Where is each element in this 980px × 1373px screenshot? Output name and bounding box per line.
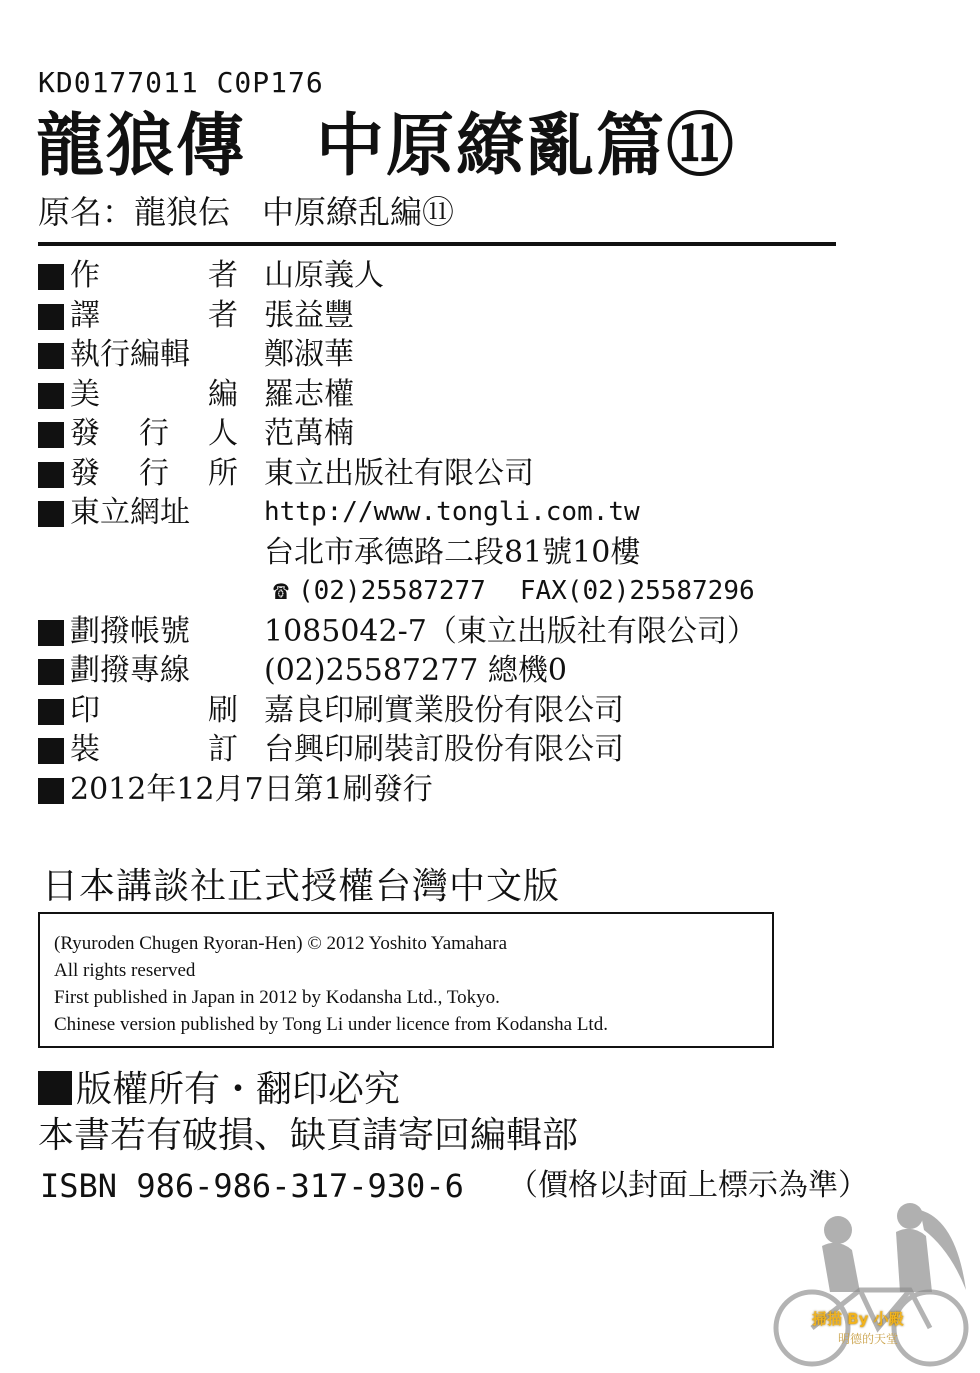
credit-label-part: 人 bbox=[208, 416, 238, 451]
credit-label bbox=[70, 375, 238, 415]
credit-label bbox=[70, 414, 238, 454]
credits-block bbox=[38, 256, 838, 810]
credit-row bbox=[38, 414, 838, 454]
bullet-square bbox=[38, 343, 64, 369]
credit-label-part: 東立網址 bbox=[70, 495, 190, 530]
credit-row bbox=[38, 730, 838, 770]
bullet-square bbox=[38, 383, 64, 409]
publish-date: 2012年12月7日第1刷發行 bbox=[70, 771, 433, 807]
credit-row bbox=[38, 651, 838, 691]
phone-row bbox=[38, 572, 838, 612]
credit-label bbox=[70, 612, 238, 652]
credit-label-part: 發 bbox=[70, 416, 100, 451]
copyright-line: First published in Japan in 2012 by Kodansha Ltd., Tokyo. bbox=[54, 987, 500, 1008]
bullet-square bbox=[38, 738, 64, 764]
rights-line bbox=[38, 1068, 400, 1112]
bullet-square bbox=[38, 778, 64, 804]
bullet-square bbox=[38, 699, 64, 725]
copyright-line: (Ryuroden Chugen Ryoran-Hen) © 2012 Yoshito Yamahara bbox=[54, 933, 508, 954]
catalog-code: KD0177011 C0P176 bbox=[38, 66, 324, 99]
credit-value: 鄭淑華 bbox=[264, 337, 354, 372]
original-title: 原名：龍狼伝 中原繚乱編⑪ bbox=[38, 193, 455, 231]
bullet-square bbox=[38, 1071, 72, 1105]
credit-row bbox=[38, 296, 838, 336]
bullet-square bbox=[38, 422, 64, 448]
credit-value: 羅志權 bbox=[264, 376, 354, 412]
isbn: ISBN 986-986-317-930-6 bbox=[40, 1167, 464, 1205]
bullet-square bbox=[38, 304, 64, 330]
bullet-square bbox=[38, 264, 64, 290]
bullet-square bbox=[38, 620, 64, 646]
credit-label bbox=[70, 730, 238, 770]
bullet-square bbox=[38, 659, 64, 685]
credit-row bbox=[38, 454, 838, 494]
credit-label bbox=[70, 651, 238, 691]
credit-label-part: 裝 bbox=[70, 732, 100, 767]
damage-note: 本書若有破損、缺頁請寄回編輯部 bbox=[38, 1115, 579, 1156]
watermark-text: 掃描 By 小殿 bbox=[812, 1310, 904, 1328]
credit-label-part: 美 bbox=[70, 376, 100, 412]
phone-number: (02)25587277 bbox=[298, 576, 486, 606]
credit-label-part: 作 bbox=[70, 258, 100, 293]
bullet-square bbox=[38, 462, 64, 488]
credit-label-part: 者 bbox=[208, 258, 238, 293]
credit-row bbox=[38, 375, 838, 415]
credit-label-part: 譯 bbox=[70, 297, 100, 333]
publish-date-row bbox=[38, 770, 838, 810]
credit-label-part: 刷 bbox=[208, 692, 238, 728]
credit-value: 山原義人 bbox=[264, 258, 384, 293]
credit-row bbox=[38, 493, 838, 533]
credit-value: 嘉良印刷實業股份有限公司 bbox=[264, 692, 624, 728]
credit-value: 台興印刷裝訂股份有限公司 bbox=[264, 732, 624, 767]
rights-text: 版權所有・翻印必究 bbox=[76, 1069, 401, 1110]
credit-row bbox=[38, 335, 838, 375]
price-note: （價格以封面上標示為準） bbox=[508, 1168, 868, 1203]
credit-value: 范萬楠 bbox=[264, 416, 354, 451]
credit-label bbox=[70, 454, 238, 494]
credit-label-part: 發 bbox=[70, 455, 100, 491]
credit-label-part: 行 bbox=[139, 416, 169, 451]
copyright-box bbox=[38, 912, 774, 1048]
credit-value: 1085042-7（東立出版社有限公司） bbox=[264, 613, 757, 649]
credit-label bbox=[70, 691, 238, 731]
credit-label-part: 訂 bbox=[208, 732, 238, 767]
fax-number: FAX(02)25587296 bbox=[519, 576, 755, 606]
credit-value: http://www.tongli.com.tw bbox=[264, 497, 640, 527]
credit-value: 張益豐 bbox=[264, 297, 354, 333]
credit-label bbox=[70, 493, 238, 533]
address-row bbox=[38, 533, 838, 573]
credit-label-part: 行 bbox=[139, 455, 169, 491]
watermark-subtext: 明德的天堂 bbox=[838, 1332, 899, 1346]
telephone-icon: ☎ bbox=[273, 576, 289, 606]
credit-label bbox=[70, 256, 238, 296]
credit-row bbox=[38, 691, 838, 731]
address: 台北市承德路二段81號10樓 bbox=[264, 534, 641, 570]
copyright-line: All rights reserved bbox=[54, 960, 196, 981]
credit-label-part: 所 bbox=[208, 455, 238, 491]
credit-label-part: 編 bbox=[208, 376, 238, 412]
credit-label bbox=[70, 335, 238, 375]
credit-label-part: 印 bbox=[70, 692, 100, 728]
title-divider bbox=[38, 242, 836, 246]
credit-value: 東立出版社有限公司 bbox=[264, 455, 534, 491]
copyright-line: Chinese version published by Tong Li under licence from Kodansha Ltd. bbox=[54, 1014, 608, 1035]
license-line: 日本講談社正式授權台灣中文版 bbox=[42, 866, 561, 907]
bullet-square bbox=[38, 501, 64, 527]
credit-label-part: 劃撥帳號 bbox=[70, 613, 190, 649]
credit-row bbox=[38, 612, 838, 652]
credit-value: (02)25587277 總機0 bbox=[264, 653, 567, 688]
book-title: 龍狼傳 中原繚亂篇⑪ bbox=[36, 106, 737, 186]
credit-label-part: 劃撥專線 bbox=[70, 653, 190, 688]
credit-label-part: 者 bbox=[208, 297, 238, 333]
credit-label bbox=[70, 296, 238, 336]
credit-row bbox=[38, 256, 838, 296]
credit-label-part: 執行編輯 bbox=[70, 337, 190, 372]
